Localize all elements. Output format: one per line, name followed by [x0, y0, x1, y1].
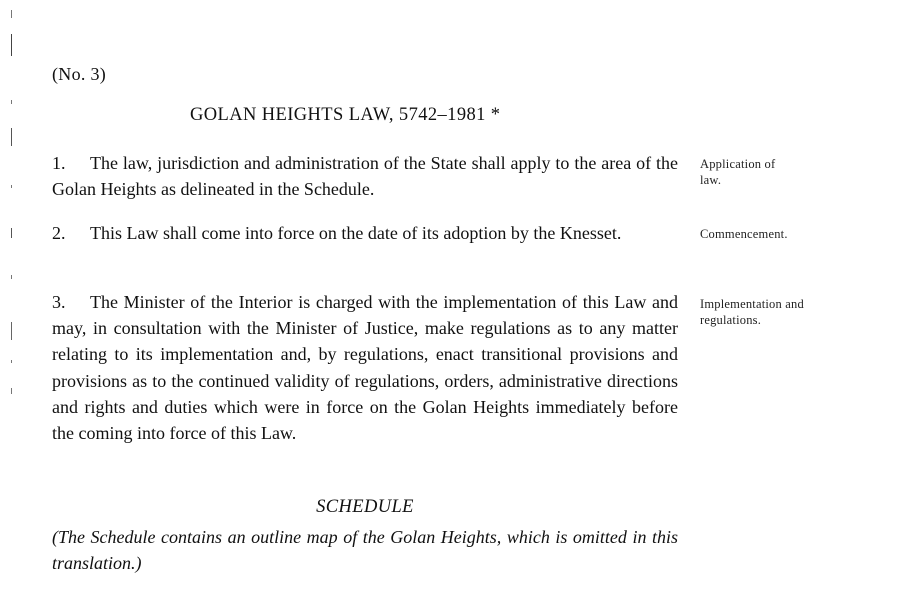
- marginal-note-1: Application of law.: [700, 157, 776, 187]
- schedule-heading: SCHEDULE: [316, 497, 414, 517]
- section-number: 1.: [52, 153, 66, 173]
- section-2: [52, 220, 678, 246]
- section-1: [52, 150, 678, 202]
- document-number: (No. 3): [52, 64, 107, 84]
- marginal-note-3: Implementation and regulations.: [700, 297, 804, 327]
- section-3: [52, 289, 678, 446]
- schedule-note: (The Schedule contains an outline map of the Golan Heights, which is omitted in this translation.): [52, 527, 678, 574]
- law-title: GOLAN HEIGHTS LAW, 5742–1981 *: [190, 105, 501, 125]
- scan-edge-marks: [9, 10, 15, 400]
- section-number: 2.: [52, 223, 66, 243]
- section-number: 3.: [52, 292, 66, 312]
- section-text: This Law shall come into force on the date of its adoption by the Knesset.: [90, 223, 622, 243]
- section-text: The law, jurisdiction and administration of the State shall apply to the area of the Golan Heights as delineated in the Schedule.: [52, 153, 678, 200]
- section-text: The Minister of the Interior is charged with the implementation of this Law and may, in consultation with the Minister of Justice, make regulations as to any matter relating to its implementation and, by regulations, enact transitional provisions and provisions as to the continued validity of regulations, orders, administrative directions and rights and duties which were in force on the Golan Heights immediately before the coming into force of this Law.: [52, 292, 678, 444]
- marginal-note-2: Commencement.: [700, 227, 788, 241]
